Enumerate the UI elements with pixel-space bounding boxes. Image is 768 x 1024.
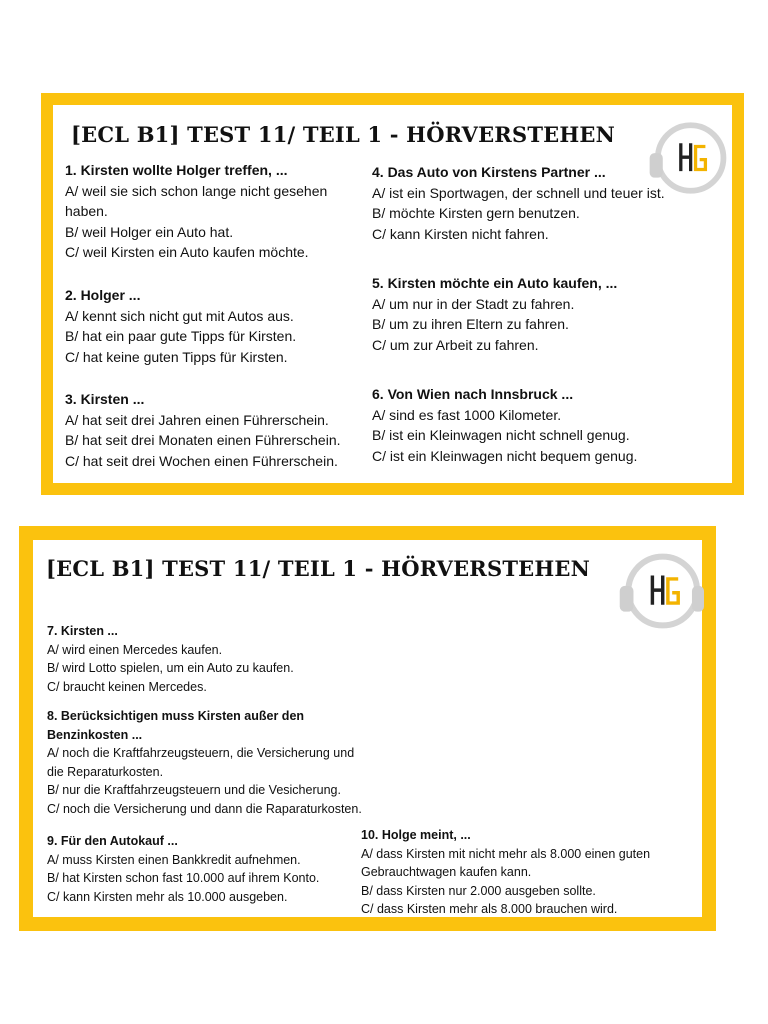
option-c: C/ ist ein Kleinwagen nicht bequem genug. — [372, 447, 638, 464]
option-a: A/ muss Kirsten einen Bankkredit aufnehmen. — [47, 852, 301, 867]
option-b: B/ hat seit drei Monaten einen Führerschein. — [65, 432, 341, 448]
option-b: B/ möchte Kirsten gern benutzen. — [372, 205, 580, 221]
option-a-cont: haben. — [65, 203, 108, 219]
question-text: 7. Kirsten ... — [47, 624, 118, 638]
question-5 — [372, 273, 617, 355]
option-c: C/ hat keine guten Tipps für Kirsten. — [65, 348, 288, 365]
option-a: A/ noch die Kraftfahrzeugsteuern, die Versicherung und — [47, 746, 355, 760]
question-7 — [47, 622, 294, 696]
question-8 — [47, 707, 362, 818]
exam-card-2 — [19, 526, 716, 931]
option-c: C/ noch die Versicherung und dann die Raparaturkosten. — [47, 801, 362, 816]
option-a: A/ weil sie sich schon lange nicht gesehen — [65, 182, 328, 199]
option-a: A/ sind es fast 1000 Kilometer. — [372, 406, 562, 423]
question-4 — [372, 162, 665, 244]
option-c: C/ kann Kirsten nicht fahren. — [372, 225, 549, 242]
question-text-line-1: 8. Berücksichtigen muss Kirsten außer den — [47, 709, 305, 723]
option-c: C/ hat seit drei Wochen einen Führerschein. — [65, 452, 338, 469]
question-10 — [361, 826, 650, 919]
question-9 — [47, 832, 319, 906]
option-a: A/ ist ein Sportwagen, der schnell und teuer ist. — [372, 184, 665, 201]
option-c: C/ kann Kirsten mehr als 10.000 ausgeben. — [47, 889, 288, 904]
option-c: C/ um zur Arbeit zu fahren. — [372, 336, 539, 353]
card-title: [ECL B1] TEST 11/ TEIL 1 - HÖRVERSTEHEN — [71, 122, 615, 147]
option-b: B/ wird Lotto spielen, um ein Auto zu kaufen. — [47, 661, 294, 675]
question-1 — [65, 160, 327, 263]
option-b: B/ dass Kirsten nur 2.000 ausgeben sollte. — [361, 883, 596, 898]
headphones-logo-icon — [618, 548, 704, 634]
option-c: C/ weil Kirsten ein Auto kaufen möchte. — [65, 244, 309, 260]
option-a: A/ wird einen Mercedes kaufen. — [47, 642, 223, 657]
option-a-cont: die Reparaturkosten. — [47, 764, 164, 779]
exam-card-1 — [41, 93, 744, 495]
question-3 — [65, 389, 341, 471]
option-b: B/ weil Holger ein Auto hat. — [65, 223, 234, 240]
option-b: B/ um zu ihren Eltern zu fahren. — [372, 316, 569, 332]
option-c: C/ braucht keinen Mercedes. — [47, 679, 207, 694]
question-text: 1. Kirsten wollte Holger treffen, ... — [65, 162, 288, 178]
option-b: B/ ist ein Kleinwagen nicht schnell genug. — [372, 427, 630, 443]
question-text: 9. Für den Autokauf ... — [47, 834, 178, 848]
option-a-cont: Gebrauchtwagen kaufen kann. — [361, 865, 532, 879]
option-a: A/ kennt sich nicht gut mit Autos aus. — [65, 307, 294, 324]
question-text: 10. Holge meint, ... — [361, 828, 471, 842]
option-b: B/ hat ein paar gute Tipps für Kirsten. — [65, 328, 297, 344]
option-b: B/ nur die Kraftfahrzeugsteuern und die Vesicherung. — [47, 783, 341, 797]
question-text: 5. Kirsten möchte ein Auto kaufen, ... — [372, 275, 618, 291]
question-text: 3. Kirsten ... — [65, 391, 145, 407]
card-title: [ECL B1] TEST 11/ TEIL 1 - HÖRVERSTEHEN — [46, 556, 590, 581]
question-text: 2. Holger ... — [65, 287, 141, 303]
question-2 — [65, 285, 296, 367]
question-text: 6. Von Wien nach Innsbruck ... — [372, 386, 574, 402]
option-a: A/ um nur in der Stadt zu fahren. — [372, 295, 575, 312]
option-a: A/ hat seit drei Jahren einen Führerschein. — [65, 411, 329, 428]
question-6 — [372, 384, 637, 466]
question-text-line-2: Benzinkosten ... — [47, 727, 143, 742]
question-text: 4. Das Auto von Kirstens Partner ... — [372, 164, 606, 180]
option-a: A/ dass Kirsten mit nicht mehr als 8.000 einen guten — [361, 846, 651, 861]
option-b: B/ hat Kirsten schon fast 10.000 auf ihrem Konto. — [47, 871, 320, 885]
option-c: C/ dass Kirsten mehr als 8.000 brauchen wird. — [361, 902, 618, 916]
